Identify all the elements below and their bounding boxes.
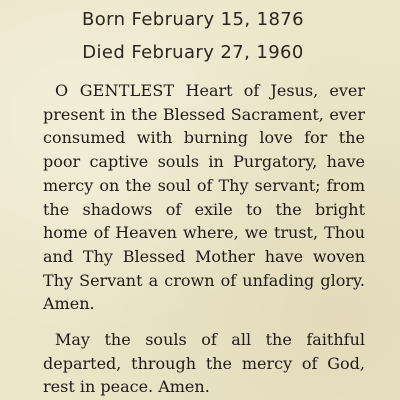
- birth-date: Born February 15, 1876: [81, 9, 304, 30]
- prayer-paragraph: [43, 79, 365, 316]
- prayer-text: [43, 79, 365, 316]
- prayer-body: Heart of Jesus, ever present in the Blessed Sacrament, ever consumed with burning love for the poor captive souls in Purgatory, have mercy on the soul of Thy servant; from the shadows of exile to the bright home of Heaven where, we trust, Thou and Thy Blessed Mother have woven Thy Servant a crown of unfading glory. Amen.: [43, 81, 365, 314]
- closing-paragraph: May the souls of all the faithful departed, through the mercy of God, rest in peace. Amen.: [43, 330, 365, 397]
- prayer-opening-caps: O GENTLEST: [55, 81, 175, 100]
- death-date: Died February 27, 1960: [82, 42, 304, 63]
